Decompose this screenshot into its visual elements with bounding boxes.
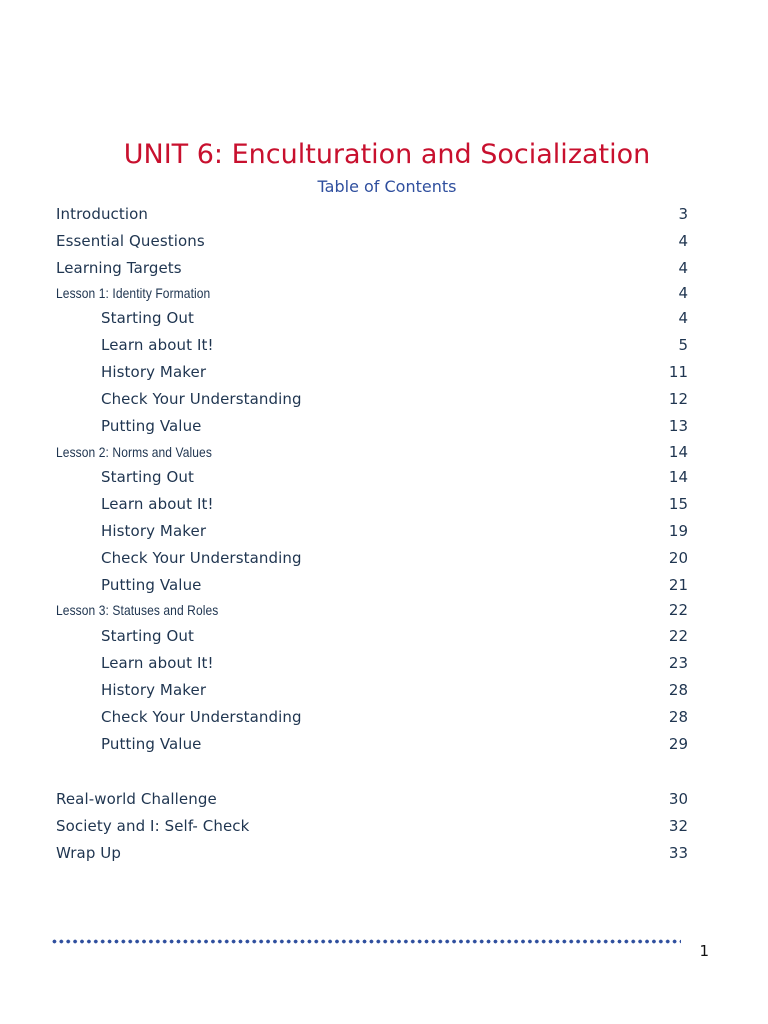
toc-entry-page: 28	[668, 708, 688, 726]
toc-subentry[interactable]	[0, 493, 768, 515]
toc-entry-page: 4	[678, 259, 688, 277]
toc-entry[interactable]	[0, 842, 768, 864]
toc-entry-page: 23	[668, 654, 688, 672]
toc-entry-page: 3	[678, 205, 688, 223]
toc-entry-label: Lesson 2: Norms and Values	[56, 444, 212, 460]
toc-entry-page: 13	[668, 417, 688, 435]
toc-entry-page: 15	[668, 495, 688, 513]
toc-entry-page: 12	[668, 390, 688, 408]
toc-lesson-entry[interactable]	[0, 282, 768, 304]
toc-entry-label: Essential Questions	[56, 232, 205, 250]
toc-entry-page: 4	[678, 284, 688, 302]
toc-entry-page: 4	[678, 232, 688, 250]
toc-entry-page: 19	[668, 522, 688, 540]
toc-entry-label: Check Your Understanding	[101, 390, 302, 408]
toc-entry-label: History Maker	[101, 681, 207, 699]
toc-heading: Table of Contents	[317, 177, 457, 196]
toc-entry-label: Learn about It!	[101, 495, 214, 513]
toc-entry[interactable]	[0, 203, 768, 225]
toc-subentry[interactable]	[0, 520, 768, 542]
toc-entry-label: Putting Value	[101, 735, 202, 753]
page-number: 1	[699, 942, 709, 960]
toc-entry-page: 22	[668, 601, 688, 619]
document-title: UNIT 6: Enculturation and Socialization	[123, 139, 651, 170]
toc-subentry[interactable]	[0, 361, 768, 383]
toc-subentry[interactable]	[0, 466, 768, 488]
toc-subentry[interactable]	[0, 706, 768, 728]
dotted-footer-rule	[51, 939, 681, 944]
toc-entry-label: Learn about It!	[101, 654, 214, 672]
toc-entry-page: 33	[668, 844, 688, 862]
toc-entry-page: 4	[678, 309, 688, 327]
toc-entry-page: 29	[668, 735, 688, 753]
toc-entry-label: History Maker	[101, 363, 207, 381]
toc-subentry[interactable]	[0, 625, 768, 647]
toc-entry-label: Lesson 3: Statuses and Roles	[56, 602, 219, 618]
toc-entry-label: Starting Out	[101, 468, 195, 486]
toc-entry[interactable]	[0, 815, 768, 837]
toc-subentry[interactable]	[0, 574, 768, 596]
toc-entry-label: Putting Value	[101, 417, 202, 435]
toc-entry-label: Society and I: Self- Check	[56, 817, 250, 835]
toc-entry-label: Introduction	[56, 205, 149, 223]
toc-entry-page: 30	[668, 790, 688, 808]
toc-entry-page: 5	[678, 336, 688, 354]
toc-subentry[interactable]	[0, 307, 768, 329]
toc-entry-page: 14	[668, 443, 688, 461]
toc-lesson-entry[interactable]	[0, 599, 768, 621]
toc-entry-label: History Maker	[101, 522, 207, 540]
toc-entry-label: Check Your Understanding	[101, 708, 302, 726]
toc-entry-label: Wrap Up	[56, 844, 122, 862]
toc-subentry[interactable]	[0, 388, 768, 410]
toc-subentry[interactable]	[0, 733, 768, 755]
toc-subentry[interactable]	[0, 415, 768, 437]
toc-subentry[interactable]	[0, 334, 768, 356]
toc-entry-label: Learn about It!	[101, 336, 214, 354]
toc-entry-label: Check Your Understanding	[101, 549, 302, 567]
toc-entry-page: 11	[668, 363, 688, 381]
toc-entry[interactable]	[0, 788, 768, 810]
toc-subentry[interactable]	[0, 547, 768, 569]
toc-entry-label: Starting Out	[101, 309, 195, 327]
toc-entry-page: 22	[668, 627, 688, 645]
toc-entry[interactable]	[0, 230, 768, 252]
toc-subentry[interactable]	[0, 679, 768, 701]
toc-entry-label: Putting Value	[101, 576, 202, 594]
toc-entry-label: Starting Out	[101, 627, 195, 645]
toc-entry-page: 14	[668, 468, 688, 486]
toc-entry-page: 28	[668, 681, 688, 699]
toc-entry-label: Lesson 1: Identity Formation	[56, 285, 211, 301]
toc-entry[interactable]	[0, 257, 768, 279]
toc-entry-page: 32	[668, 817, 688, 835]
toc-lesson-entry[interactable]	[0, 441, 768, 463]
toc-entry-page: 20	[668, 549, 688, 567]
toc-entry-page: 21	[668, 576, 688, 594]
toc-subentry[interactable]	[0, 652, 768, 674]
toc-entry-label: Learning Targets	[56, 259, 182, 277]
toc-entry-label: Real-world Challenge	[56, 790, 217, 808]
